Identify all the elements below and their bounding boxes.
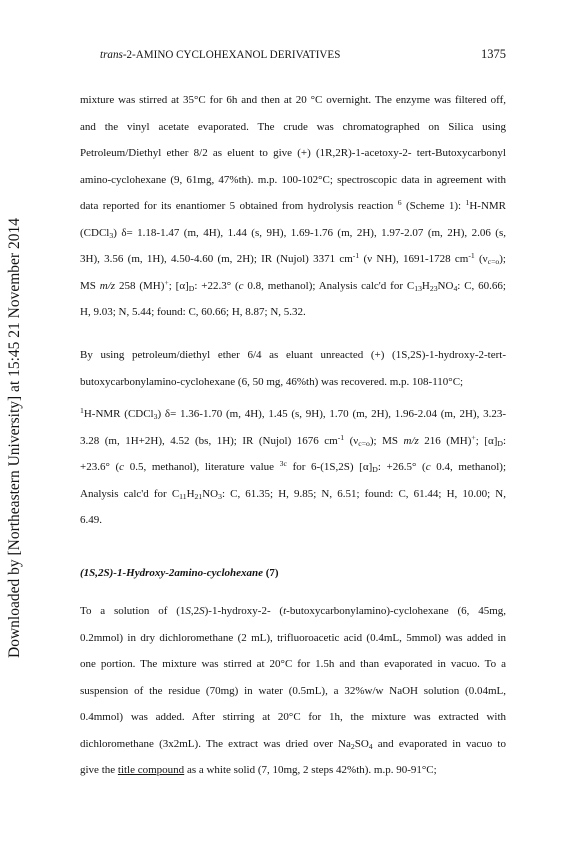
text-run: -1 — [468, 251, 475, 261]
text-line — [80, 167, 506, 194]
text-run: ) δ= 1.18-1.47 (m, 4H), 1.44 (s, 9H), 1.69-1.76 (m, 2H), 1.97-2.07 (m, 2H), 2.06 (s, — [113, 226, 506, 239]
text-run: 0.4mmol) was added. After stirring at 20°C for 1h, the mixture was extracted with — [80, 711, 506, 723]
text-run: for 6-(1S,2S) [α] — [286, 461, 373, 473]
text-run: 3c — [279, 459, 287, 469]
text-run: as a white solid (7, 10mg, 2 steps 42%th). m.p. 90-91°C; — [184, 764, 437, 776]
text-run: 0.8, methanol); Analysis calc'd for C — [243, 279, 415, 292]
text-run: 21 — [194, 491, 203, 501]
text-run: (Scheme 1): — [401, 200, 466, 212]
text-run: : +26.5° ( — [377, 461, 426, 473]
text-run: c — [119, 461, 125, 473]
text-line — [80, 481, 506, 508]
text-run: -1 — [352, 251, 360, 261]
text-run: t — [283, 605, 287, 617]
text-run: dichloromethane (3x2mL). The extract was dried over Na — [80, 737, 351, 750]
text-run: 3 — [109, 230, 114, 240]
text-run: (1S,2S)-1-Hydroxy-2amino-cyclohexane — [80, 567, 263, 579]
text-run: 2 — [350, 741, 355, 751]
text-run: suspension of the residue (70mg) in water (0.5mL), a 32%w/w NaOH solution (0.04mL, — [80, 684, 506, 697]
text-line — [80, 401, 506, 428]
text-run: ); MS — [369, 434, 404, 447]
text-run: and the vinyl acetate evaporated. The crude was chromatographed on Silica using — [80, 120, 506, 133]
text-line — [80, 704, 506, 731]
text-run: m/z — [99, 279, 116, 292]
text-run: -butoxycarbonylamino)-cyclohexane (6, 45mg, — [286, 605, 506, 617]
text-run: c=o — [487, 256, 500, 266]
text-line — [80, 140, 506, 167]
text-run: and evaporated in vacuo to — [372, 737, 506, 750]
text-line — [80, 114, 506, 141]
text-run: ) δ= 1.36-1.70 (m, 4H), 1.45 (s, 9H), 1.70 (m, 2H), 1.96-2.04 (m, 2H), 3.23- — [157, 408, 506, 420]
paragraph — [80, 401, 506, 534]
text-line — [80, 454, 506, 481]
text-run: NO — [437, 279, 454, 292]
text-run: )-1-hydroxy-2- ( — [204, 605, 284, 617]
paragraph — [80, 342, 506, 395]
text-run: c=o — [358, 438, 370, 448]
text-line — [80, 246, 506, 273]
text-run: H — [421, 279, 430, 292]
text-run: c — [238, 279, 244, 292]
text-run: : C, 61.35; H, 9.85; N, 6.51; found: C, 61.44; H, 10.00; N, — [221, 487, 506, 500]
text-run: Petroleum/Diethyl ether 8/2 as eluent to give (+) (1R,2R)-1-acetoxy-2- tert-Butoxycarbonyl — [80, 147, 506, 159]
text-run: 3 — [218, 491, 222, 501]
text-run: m/z — [403, 434, 419, 447]
text-line — [80, 678, 506, 705]
text-run: To a solution of (1 — [80, 605, 186, 617]
paragraph — [80, 87, 506, 326]
running-header-title — [100, 47, 340, 63]
text-run: 0.4, methanol); — [430, 461, 507, 473]
paragraph — [80, 598, 506, 784]
text-run: 3 — [153, 411, 158, 421]
text-run: ); — [499, 253, 506, 265]
text-run: SO — [354, 737, 369, 750]
text-run: c — [425, 461, 431, 473]
text-line — [80, 507, 506, 534]
text-line — [80, 87, 506, 114]
text-run: (ν NH), 1691-1728 cm — [359, 253, 469, 265]
text-run: H — [186, 487, 195, 500]
header-title-italic: trans — [100, 49, 123, 61]
text-run: 3H), 3.56 (m, 1H), 4.50-4.60 (m, 2H); IR (Nujol) 3371 cm — [80, 253, 353, 265]
page-number: 1375 — [481, 47, 506, 61]
text-run: : C, 60.66; — [457, 279, 506, 292]
text-run: By using petroleum/diethyl ether 6/4 as eluant unreacted (+) (1S,2S)-1-hydroxy-2-tert- — [80, 349, 506, 361]
text-line — [80, 193, 506, 220]
text-line — [80, 220, 506, 247]
text-run: amino-cyclohexane (9, 61mg, 47%th). m.p. 100-102°C; spectroscopic data in agreement with — [80, 173, 506, 186]
text-run: data reported for its enantiomer 5 obtained from hydrolysis reaction — [80, 200, 398, 212]
text-run: 23 — [429, 283, 438, 293]
text-run: (CDCl — [80, 226, 110, 239]
text-run: ; [α] — [168, 279, 189, 292]
text-run: ; [α] — [475, 434, 498, 447]
text-run: (7) — [263, 567, 279, 579]
text-run: : +22.3° ( — [194, 279, 239, 292]
text-run: -1 — [337, 432, 345, 442]
text-run: H-NMR (CDCl — [83, 408, 154, 420]
text-run: H-NMR — [469, 200, 507, 212]
text-run: 0.2mmol) in dry dichloromethane (2 mL), trifluoroacetic acid (0.4mL, 5mmol) was added in — [80, 631, 506, 644]
text-line — [80, 428, 506, 455]
text-run: 4 — [368, 741, 373, 751]
text-line — [80, 342, 506, 369]
text-line — [80, 598, 506, 625]
text-run: 4 — [453, 283, 458, 293]
text-run: one portion. The mixture was stirred at 20°C for 1.5h and than evaporated in vacuo. To a — [80, 658, 506, 670]
text-run: (ν — [474, 253, 488, 265]
text-run: : — [502, 434, 506, 447]
text-run: title compound — [117, 764, 185, 776]
text-line — [80, 625, 506, 652]
text-line — [80, 651, 506, 678]
text-run: 0.5, methanol), literature value — [124, 461, 280, 473]
text-line — [80, 273, 506, 300]
text-run: D — [372, 464, 378, 474]
text-line — [80, 369, 506, 396]
text-run: 1 — [80, 406, 84, 416]
text-run: H, 9.03; N, 5.44; found: C, 60.66; H, 8.87; N, 5.32. — [80, 306, 306, 318]
text-run: S — [199, 605, 205, 617]
text-run: (ν — [344, 434, 359, 447]
text-run: + — [164, 277, 169, 287]
text-run: give the — [80, 764, 118, 776]
text-run: 258 (MH) — [115, 279, 165, 292]
text-run: Analysis calc'd for C — [80, 487, 180, 500]
text-run: 1 — [465, 198, 470, 208]
text-run: + — [471, 432, 476, 442]
text-run: 13 — [414, 283, 422, 293]
text-run: NO — [202, 487, 219, 500]
text-run: mixture was stirred at 35°C for 6h and then at 20 °C overnight. The enzyme was filtered off, — [80, 94, 506, 106]
text-run: 6.49. — [80, 514, 102, 526]
text-run: 6 — [397, 198, 402, 208]
text-run: 3.28 (m, 1H+2H), 4.52 (bs, 1H); IR (Nujol) 1676 cm — [80, 434, 338, 447]
text-run: 216 (MH) — [418, 434, 472, 447]
text-run: D — [497, 438, 503, 448]
text-line — [80, 560, 506, 587]
text-line — [80, 757, 506, 784]
text-run: D — [188, 283, 195, 293]
section-heading — [80, 560, 506, 587]
text-run: ,2 — [190, 605, 200, 617]
text-run: butoxycarbonylamino-cyclohexane (6, 50 mg, 46%th) was recovered. m.p. 108-110°C; — [80, 375, 464, 388]
header-title-text: -2-AMINO CYCLOHEXANOL DERIVATIVES — [122, 49, 341, 61]
text-run: 11 — [179, 491, 187, 501]
text-run: MS — [80, 279, 100, 292]
text-run: S — [185, 605, 191, 617]
download-notice: Downloaded by [Northeastern University] at 15:45 21 November 2014 — [6, 218, 23, 658]
text-run: +23.6° ( — [80, 461, 120, 473]
text-line — [80, 299, 506, 326]
text-line — [80, 731, 506, 758]
